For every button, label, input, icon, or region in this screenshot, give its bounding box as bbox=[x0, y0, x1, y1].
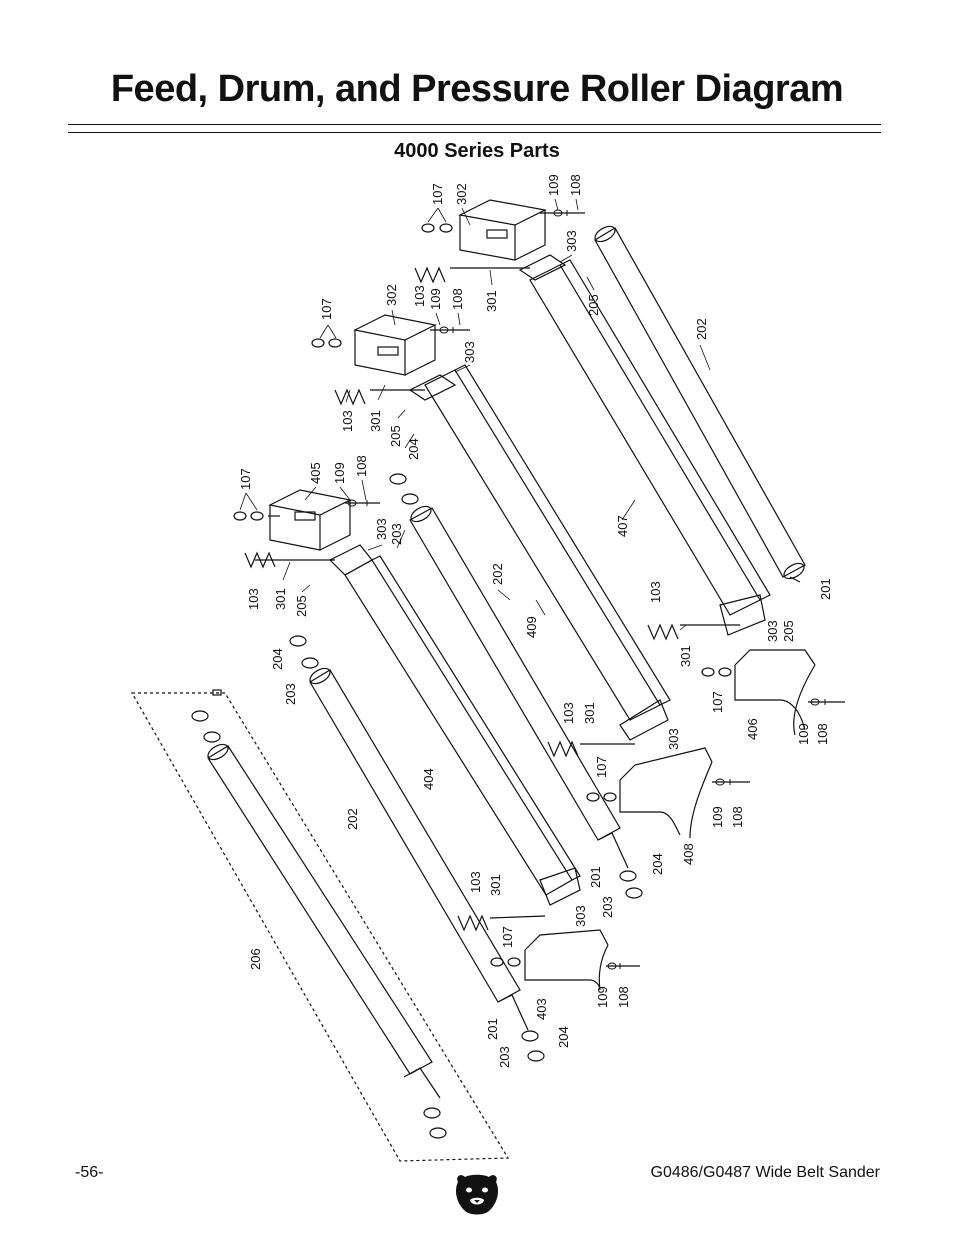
callout-203: 203 bbox=[497, 1046, 512, 1068]
callout-201: 201 bbox=[818, 578, 833, 600]
callout-202: 202 bbox=[345, 808, 360, 830]
callout-107: 107 bbox=[430, 183, 445, 205]
callout-109: 109 bbox=[796, 723, 811, 745]
callout-204: 204 bbox=[650, 853, 665, 875]
callout-206: 206 bbox=[248, 948, 263, 970]
callout-108: 108 bbox=[815, 723, 830, 745]
callout-109: 109 bbox=[595, 986, 610, 1008]
optional-parts-box bbox=[132, 693, 508, 1161]
callout-205: 205 bbox=[781, 620, 796, 642]
callout-409: 409 bbox=[524, 616, 539, 638]
callout-303: 303 bbox=[564, 230, 579, 252]
callout-301: 301 bbox=[678, 645, 693, 667]
callout-303: 303 bbox=[462, 341, 477, 363]
bracket-405 bbox=[234, 490, 380, 550]
callout-303: 303 bbox=[666, 728, 681, 750]
callout-405: 405 bbox=[308, 462, 323, 484]
callout-108: 108 bbox=[568, 174, 583, 196]
roller-206 bbox=[192, 690, 446, 1138]
callout-301: 301 bbox=[484, 290, 499, 312]
callout-204: 204 bbox=[270, 648, 285, 670]
callout-302: 302 bbox=[454, 183, 469, 205]
callout-107: 107 bbox=[594, 756, 609, 778]
callout-203: 203 bbox=[389, 523, 404, 545]
callout-109: 109 bbox=[546, 174, 561, 196]
callout-301: 301 bbox=[273, 588, 288, 610]
callout-103: 103 bbox=[468, 871, 483, 893]
callout-203: 203 bbox=[600, 896, 615, 918]
callout-109: 109 bbox=[710, 806, 725, 828]
callout-408: 408 bbox=[681, 843, 696, 865]
callout-107: 107 bbox=[500, 926, 515, 948]
callout-201: 201 bbox=[485, 1018, 500, 1040]
pressure-bar-409 bbox=[335, 365, 670, 756]
callout-202: 202 bbox=[490, 563, 505, 585]
callout-107: 107 bbox=[710, 691, 725, 713]
callout-203: 203 bbox=[283, 683, 298, 705]
callout-103: 103 bbox=[412, 285, 427, 307]
callout-202: 202 bbox=[694, 318, 709, 340]
bracket-408 bbox=[587, 748, 750, 838]
callout-103: 103 bbox=[561, 702, 576, 724]
callout-301: 301 bbox=[582, 702, 597, 724]
callout-301: 301 bbox=[488, 874, 503, 896]
bracket-302-top bbox=[422, 200, 585, 260]
grizzly-bear-logo-icon bbox=[452, 1170, 502, 1220]
callout-108: 108 bbox=[354, 455, 369, 477]
callout-302: 302 bbox=[384, 284, 399, 306]
callout-204: 204 bbox=[556, 1026, 571, 1048]
callout-404: 404 bbox=[421, 768, 436, 790]
roller-202-lower bbox=[290, 636, 544, 1061]
callout-108: 108 bbox=[730, 806, 745, 828]
callout-108: 108 bbox=[450, 288, 465, 310]
callout-108: 108 bbox=[616, 986, 631, 1008]
callout-103: 103 bbox=[340, 410, 355, 432]
callout-103: 103 bbox=[648, 581, 663, 603]
callout-406: 406 bbox=[745, 718, 760, 740]
callout-107: 107 bbox=[238, 468, 253, 490]
callout-109: 109 bbox=[332, 462, 347, 484]
callout-303: 303 bbox=[573, 905, 588, 927]
section-subtitle: 4000 Series Parts bbox=[394, 140, 560, 162]
callout-204: 204 bbox=[406, 438, 421, 460]
callout-107: 107 bbox=[319, 298, 334, 320]
page-number: -56- bbox=[75, 1164, 104, 1181]
callout-205: 205 bbox=[294, 595, 309, 617]
bracket-302-middle bbox=[312, 315, 470, 375]
callout-103: 103 bbox=[246, 588, 261, 610]
callout-109: 109 bbox=[428, 288, 443, 310]
callout-303: 303 bbox=[374, 518, 389, 540]
callout-407: 407 bbox=[615, 515, 630, 537]
callout-205: 205 bbox=[388, 425, 403, 447]
callout-205: 205 bbox=[586, 294, 601, 316]
page-title: Feed, Drum, and Pressure Roller Diagram bbox=[110, 68, 844, 110]
callout-303: 303 bbox=[765, 620, 780, 642]
callout-201: 201 bbox=[588, 866, 603, 888]
document-title: G0486/G0487 Wide Belt Sander bbox=[650, 1164, 880, 1181]
callout-403: 403 bbox=[534, 998, 549, 1020]
callout-301: 301 bbox=[368, 410, 383, 432]
